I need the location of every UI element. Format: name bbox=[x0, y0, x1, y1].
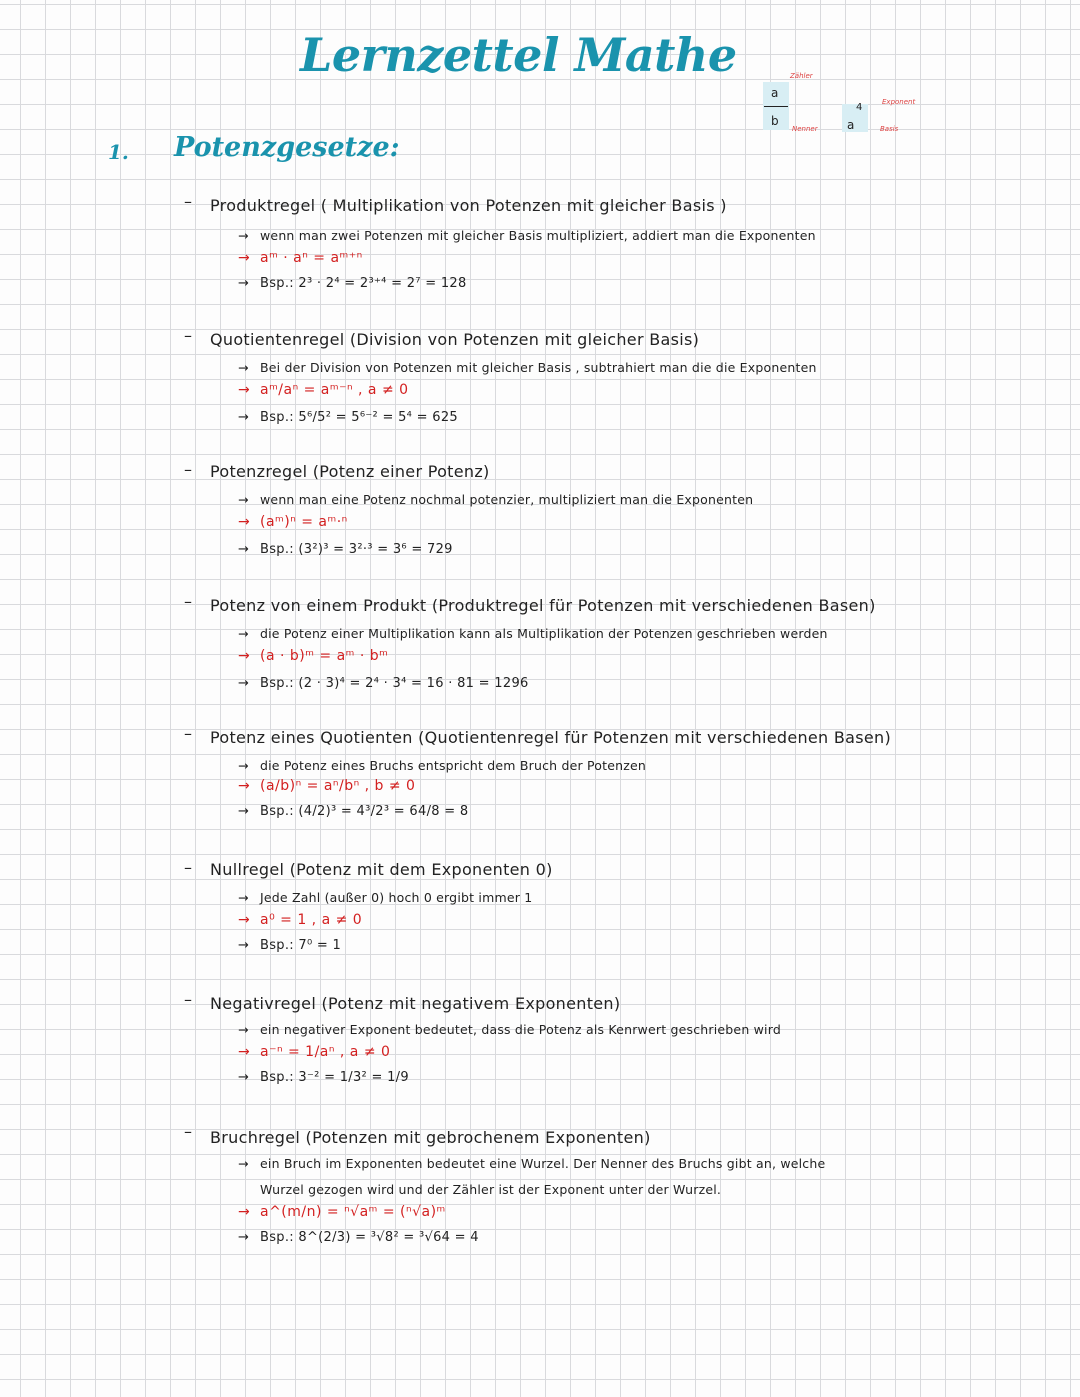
power-base: a bbox=[847, 118, 855, 132]
bullet-dash: – bbox=[184, 192, 192, 211]
rule-description: → die Potenz einer Multiplikation kann als Multiplikation der Potenzen geschrieben werden bbox=[238, 626, 828, 641]
rule-description: → wenn man zwei Potenzen mit gleicher Basis multipliziert, addiert man die Exponenten bbox=[238, 228, 816, 243]
rule-description: → Jede Zahl (außer 0) hoch 0 ergibt immer 1 bbox=[238, 890, 533, 905]
rule-formula: → a^(m/n) = ⁿ√aᵐ = (ⁿ√a)ᵐ bbox=[238, 1204, 446, 1220]
rule-example: → Bsp.: 8^(2/3) = ³√8² = ³√64 = 4 bbox=[238, 1230, 479, 1245]
rule-heading: Bruchregel (Potenzen mit gebrochenem Exponenten) bbox=[210, 1128, 651, 1147]
page-title: Lernzettel Mathe bbox=[300, 28, 737, 82]
fraction-denominator: b bbox=[771, 114, 779, 128]
rule-formula: → a⁰ = 1 , a ≠ 0 bbox=[238, 912, 363, 928]
rule-formula: → a⁻ⁿ = 1/aⁿ , a ≠ 0 bbox=[238, 1044, 391, 1060]
rule-example: → Bsp.: 5⁶/5² = 5⁶⁻² = 5⁴ = 625 bbox=[238, 410, 458, 425]
rule-example: → Bsp.: 3⁻² = 1/3² = 1/9 bbox=[238, 1070, 409, 1085]
rule-description-cont: Wurzel gezogen wird und der Zähler ist der Exponent unter der Wurzel. bbox=[260, 1182, 722, 1197]
rule-formula: → (a · b)ᵐ = aᵐ · bᵐ bbox=[238, 648, 389, 664]
bullet-dash: – bbox=[184, 1122, 192, 1141]
rule-description: → wenn man eine Potenz nochmal potenzier, multipliziert man die Exponenten bbox=[238, 492, 754, 507]
rule-example: → Bsp.: (4/2)³ = 4³/2³ = 64/8 = 8 bbox=[238, 804, 469, 819]
bullet-dash: – bbox=[184, 724, 192, 743]
bullet-dash: – bbox=[184, 858, 192, 877]
rule-description: → ein Bruch im Exponenten bedeutet eine Wurzel. Der Nenner des Bruchs gibt an, welche bbox=[238, 1156, 826, 1171]
fraction-bar bbox=[764, 106, 788, 107]
power-highlight bbox=[842, 104, 868, 132]
rule-description: → die Potenz eines Bruchs entspricht dem Bruch der Potenzen bbox=[238, 758, 647, 773]
rule-heading: Potenz eines Quotienten (Quotientenregel für Potenzen mit verschiedenen Basen) bbox=[210, 728, 892, 747]
rule-heading: Potenzregel (Potenz einer Potenz) bbox=[210, 462, 490, 481]
rule-description: → ein negativer Exponent bedeutet, dass die Potenz als Kenrwert geschrieben wird bbox=[238, 1022, 781, 1037]
bullet-dash: – bbox=[184, 460, 192, 479]
rule-example: → Bsp.: 2³ · 2⁴ = 2³⁺⁴ = 2⁷ = 128 bbox=[238, 276, 467, 291]
section-title: Potenzgesetze: bbox=[174, 132, 400, 163]
label-base: Basis bbox=[880, 125, 899, 133]
rule-heading: Quotientenregel (Division von Potenzen mit gleicher Basis) bbox=[210, 330, 700, 349]
rule-formula: → aᵐ · aⁿ = aᵐ⁺ⁿ bbox=[238, 250, 363, 266]
rule-heading: Negativregel (Potenz mit negativem Exponenten) bbox=[210, 994, 621, 1013]
bullet-dash: – bbox=[184, 592, 192, 611]
rule-description: → Bei der Division von Potenzen mit gleicher Basis , subtrahiert man die die Exponenten bbox=[238, 360, 817, 375]
bullet-dash: – bbox=[184, 990, 192, 1009]
label-numerator: Zähler bbox=[790, 72, 813, 80]
rule-formula: → (aᵐ)ⁿ = aᵐ·ⁿ bbox=[238, 514, 348, 530]
label-denominator: Nenner bbox=[792, 125, 818, 133]
rule-example: → Bsp.: (2 · 3)⁴ = 2⁴ · 3⁴ = 16 · 81 = 1296 bbox=[238, 676, 529, 691]
rule-formula: → (a/b)ⁿ = aⁿ/bⁿ , b ≠ 0 bbox=[238, 778, 416, 794]
section-number: 1. bbox=[108, 140, 129, 164]
power-exponent: 4 bbox=[856, 102, 863, 113]
bullet-dash: – bbox=[184, 326, 192, 345]
rule-formula: → aᵐ/aⁿ = aᵐ⁻ⁿ , a ≠ 0 bbox=[238, 382, 409, 398]
rule-example: → Bsp.: (3²)³ = 3²·³ = 3⁶ = 729 bbox=[238, 542, 453, 557]
label-exponent: Exponent bbox=[882, 98, 916, 106]
rule-heading: Potenz von einem Produkt (Produktregel für Potenzen mit verschiedenen Basen) bbox=[210, 596, 876, 615]
rule-heading: Nullregel (Potenz mit dem Exponenten 0) bbox=[210, 860, 553, 879]
rule-heading: Produktregel ( Multiplikation von Potenzen mit gleicher Basis ) bbox=[210, 196, 727, 215]
fraction-numerator: a bbox=[771, 86, 779, 100]
rule-example: → Bsp.: 7⁰ = 1 bbox=[238, 938, 342, 953]
